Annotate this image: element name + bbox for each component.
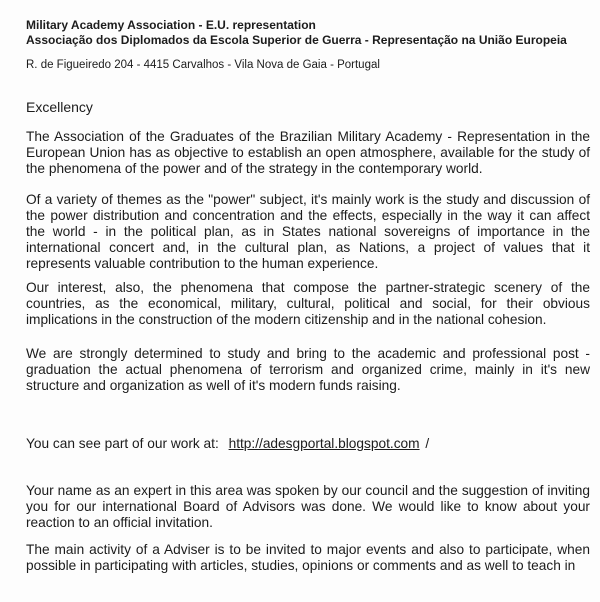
address: R. de Figueiredo 204 - 4415 Carvalhos - Vila Nova de Gaia - Portugal: [26, 59, 380, 71]
organization-name: Military Academy Association - E.U. representation: [26, 18, 316, 32]
letterhead: [26, 18, 567, 48]
paragraph-6: The main activity of a Adviser is to be invited to major events and also to participate, when possible in participating with articles, studies, opinions or comments and as well to teach in: [26, 542, 590, 573]
salutation: Excellency: [26, 99, 93, 115]
paragraph-5: Your name as an expert in this area was spoken by our council and the suggestion of inviting you for our international Board of Advisors was done. We would like to know about your reaction to an official invitation.: [26, 483, 590, 530]
paragraph-3: Our interest, also, the phenomena that compose the partner-strategic scenery of the countries, as the economical, military, cultural, political and social, for their obvious implications in the construction of the modern citizenship and in the national cohesion.: [26, 280, 590, 327]
paragraph-4: We are strongly determined to study and bring to the academic and professional post - graduation the actual phenomena of terrorism and organized crime, mainly in it's new structure and organization as well of it's modern funds raising.: [26, 346, 590, 393]
organization-name-portuguese: Associação dos Diplomados da Escola Superior de Guerra - Representação na União Europeia: [26, 33, 567, 47]
work-line: [26, 436, 429, 451]
work-label: You can see part of our work at:: [26, 436, 219, 451]
paragraph-1: The Association of the Graduates of the Brazilian Military Academy - Representation in the European Union has as objective to establish an open atmosphere, available for the study of the phenomena of the power and of the strategy in the contemporary world.: [26, 129, 590, 176]
paragraph-2: Of a variety of themes as the "power" subject, it's mainly work is the study and discussion of the power distribution and concentration and the effects, especially in the way it can affect the world - in the political plan, as in States national sovereigns of importance in the international concert and, in the cultural plan, as Nations, a project of values that it represents valuable contribution to the human experience.: [26, 192, 590, 271]
work-suffix: /: [425, 436, 430, 451]
blog-link[interactable]: http://adesgportal.blogspot.com: [228, 436, 420, 451]
